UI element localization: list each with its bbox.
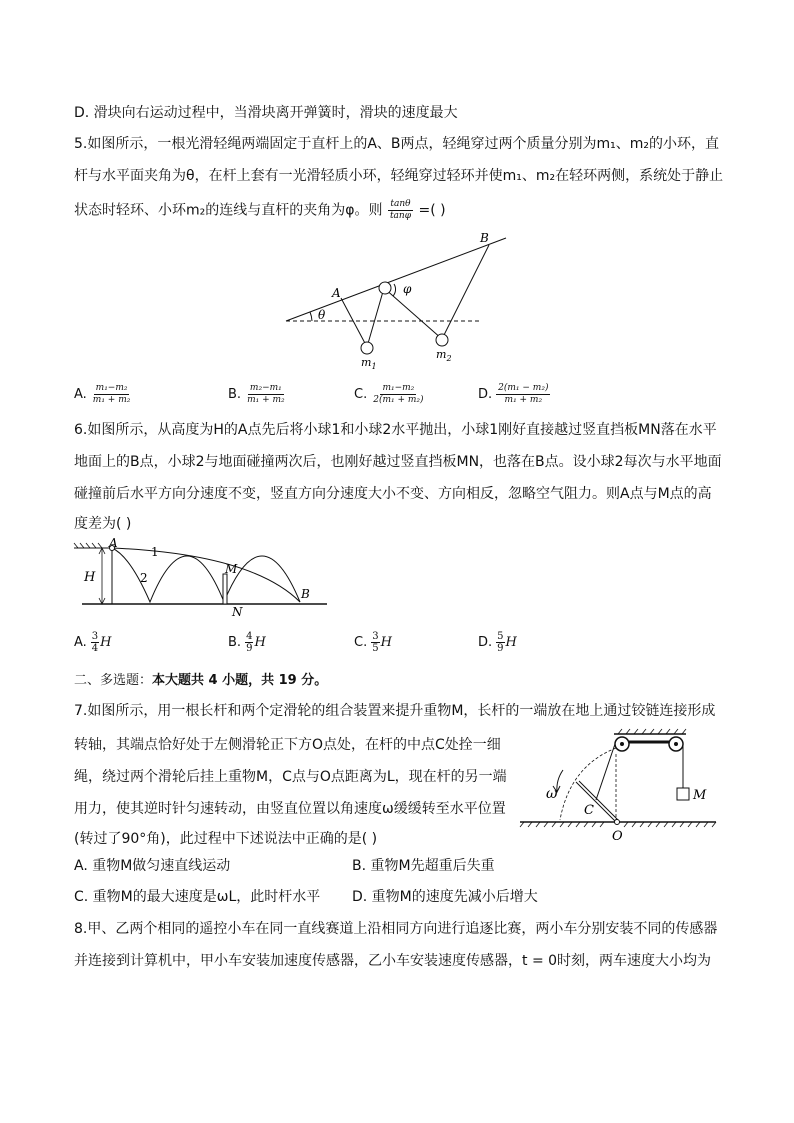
q7-option-c: C. 重物M的最大速度是ωL，此时杆水平 <box>74 889 321 905</box>
q6-text-line4: 度差为( ) <box>74 516 132 532</box>
phi-arc <box>393 284 396 296</box>
q7-option-d: D. 重物M的速度先减小后增大 <box>352 889 538 905</box>
option-symbol: H <box>254 635 266 650</box>
q5-option-label: C. <box>354 387 368 402</box>
q6-option-label: D. <box>478 635 493 650</box>
fraction-denominator: 9 <box>497 643 504 654</box>
label-phi: φ <box>403 282 412 296</box>
label-1: 1 <box>151 545 159 559</box>
q7-text-line1: 7.如图所示，用一根长杆和两个定滑轮的组合装置来提升重物M，长杆的一端放在地上通过铰链连接形成 <box>74 703 716 719</box>
q5-ratio-fraction <box>388 199 413 222</box>
q6-figure <box>72 536 342 620</box>
label-h: H <box>84 570 96 585</box>
fraction-denominator: 2(m₁ + m₂) <box>373 395 424 405</box>
option-symbol: H <box>380 635 392 650</box>
q5-ratio-den: tanφ <box>389 211 412 221</box>
q6-option-fraction <box>371 631 379 654</box>
q6-text-line3: 碰撞前后水平方向分速度不变，竖直方向分速度大小不变、方向相反，忽略空气阻力。则A点与M点的高 <box>74 486 712 502</box>
q6-option-a <box>74 631 112 654</box>
label-m2: $m_2$ <box>436 348 452 363</box>
q5-option-label: A. <box>74 387 87 402</box>
q5-option-label: B. <box>228 387 242 402</box>
hinge-o <box>615 820 620 825</box>
fraction-denominator: m₁ + m₂ <box>504 395 543 405</box>
q8-text-line2: 并连接到计算机中，甲小车安装加速度传感器，乙小车安装速度传感器，t = 0时刻，两车速度大小均为 <box>74 953 712 969</box>
q5-ratio-num: tanθ <box>390 199 411 209</box>
q5-text-line2: 杆与水平面夹角为θ，在杆上套有一光滑轻质小环，轻绳穿过轻环并使m₁、m₂在轻环两侧，系统处于静止 <box>74 168 724 184</box>
q6-option-fraction <box>496 631 504 654</box>
fraction-denominator: 9 <box>246 643 253 654</box>
q7-text-line3: 绳，绕过两个滑轮后挂上重物M，C点与O点距离为L，现在杆的另一端 <box>74 769 507 785</box>
q5-text-line3 <box>74 199 446 222</box>
fraction-denominator: m₁ + m₂ <box>247 395 285 405</box>
q4-option-d: D. 滑块向右运动过程中，当滑块离开弹簧时，滑块的速度最大 <box>74 105 458 121</box>
fraction-numerator: m₂−m₁ <box>249 383 282 393</box>
q5-option-b <box>228 383 288 406</box>
fraction-numerator: 3 <box>372 631 379 642</box>
rod-left <box>576 782 616 822</box>
q6-option-fraction <box>91 631 99 654</box>
q5-option-a <box>74 383 133 406</box>
fraction-numerator: 5 <box>497 631 504 642</box>
q5-option-fraction <box>371 383 425 406</box>
fraction-numerator: m₁−m₂ <box>95 383 128 393</box>
label-n: N <box>232 605 243 619</box>
label-omega: ω <box>546 786 558 802</box>
m2-ring <box>436 334 448 346</box>
q5-option-d <box>478 383 551 406</box>
q6-option-c <box>354 631 392 654</box>
label-m: M <box>693 788 707 803</box>
q5-text-line1: 5.如图所示，一根光滑轻绳两端固定于直杆上的A、B两点，轻绳穿过两个质量分别为m₁、m₂的小环，直 <box>74 136 720 152</box>
label-a: A <box>109 536 118 550</box>
fraction-numerator: 2(m₁ − m₂) <box>498 383 549 393</box>
q7-text-line4: 用力，使其逆时针匀速转动，由竖直位置以角速度ω缓缓转至水平位置 <box>74 801 506 817</box>
label-b: B <box>480 231 489 245</box>
theta-arc <box>310 312 312 321</box>
label-2: 2 <box>140 571 148 585</box>
label-c: C <box>584 803 594 818</box>
fraction-denominator: 4 <box>91 643 99 654</box>
q5-blank: =( ) <box>418 202 446 219</box>
q7-figure <box>516 726 720 846</box>
q5-option-label: D. <box>478 387 493 402</box>
fraction-denominator: 5 <box>372 643 379 654</box>
q5-option-fraction <box>245 383 287 406</box>
rope-m1-ring <box>367 288 384 347</box>
fraction-numerator: m₁−m₂ <box>382 383 415 393</box>
label-m: M <box>225 562 238 576</box>
q6-option-fraction <box>245 631 253 654</box>
section2-title: 二、多选题： <box>74 673 153 688</box>
fraction-numerator: 4 <box>246 631 253 642</box>
q6-option-d <box>478 631 517 654</box>
q6-option-label: B. <box>228 635 242 650</box>
q8-text-line1: 8.甲、乙两个相同的遥控小车在同一直线赛道上沿相同方向进行追逐比赛，两小车分别安装不同的传感器 <box>74 921 718 937</box>
q7-option-a: A. 重物M做匀速直线运动 <box>74 858 231 874</box>
label-m1: $m_1$ <box>361 356 377 371</box>
q6-option-label: A. <box>74 635 87 650</box>
label-theta: θ <box>318 308 326 322</box>
m1-ring <box>361 342 373 354</box>
option-symbol: H <box>100 635 112 650</box>
q6-text-line2: 地面上的B点，小球2与地面碰撞两次后，也刚好越过竖直挡板MN，也落在B点。设小球2每次与水平地面 <box>74 454 722 470</box>
rope-a-m1 <box>341 298 367 347</box>
label-o: O <box>612 829 623 844</box>
light-ring <box>379 282 391 294</box>
q6-text-line1: 6.如图所示，从高度为H的A点先后将小球1和小球2水平抛出，小球1刚好直接越过竖直挡板MN落在水平 <box>74 422 717 438</box>
weight-m <box>677 788 689 800</box>
q7-text-line2: 转轴，其端点恰好处于左侧滑轮正下方O点处，在杆的中点C处拴一细 <box>74 737 501 753</box>
pulley-left-hub <box>620 742 624 746</box>
fraction-numerator: 3 <box>91 631 99 642</box>
label-b: B <box>301 587 310 601</box>
q7-option-b: B. 重物M先超重后失重 <box>352 858 495 874</box>
pulley-right-hub <box>674 742 678 746</box>
section2-desc: 本大题共 4 小题，共 19 分。 <box>152 673 328 688</box>
q6-option-label: C. <box>354 635 368 650</box>
label-a: A <box>332 286 341 300</box>
q5-figure <box>280 226 520 376</box>
q5-option-fraction <box>496 383 550 406</box>
option-symbol: H <box>505 635 517 650</box>
cliff-hatch <box>74 543 102 548</box>
q6-option-b <box>228 631 266 654</box>
q5-stem: 状态时轻环、小环m₂的连线与直杆的夹角为φ。则 <box>74 202 383 219</box>
section2-heading <box>74 671 327 691</box>
fraction-denominator: m₁ + m₂ <box>92 395 131 405</box>
q5-option-c <box>354 383 427 406</box>
q7-text-line5: (转过了90°角)，此过程中下述说法中正确的是( ) <box>74 831 378 847</box>
q5-option-fraction <box>91 383 133 406</box>
barrier-mn <box>223 574 227 604</box>
